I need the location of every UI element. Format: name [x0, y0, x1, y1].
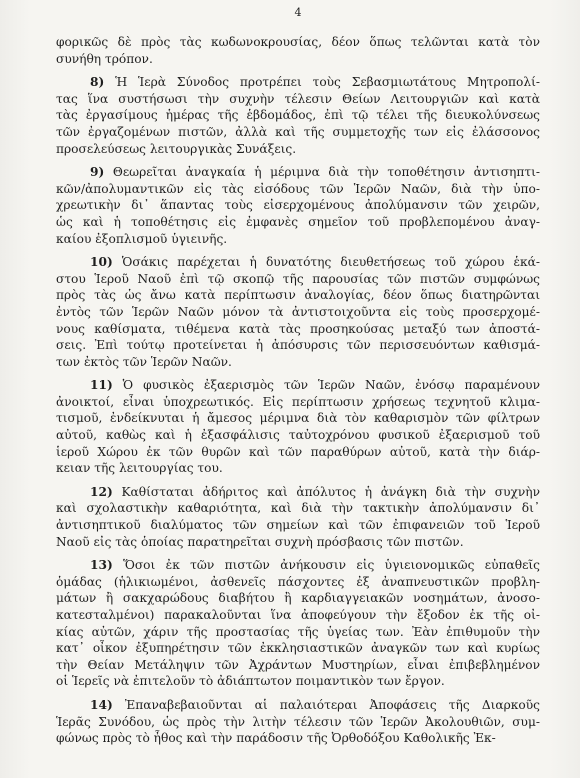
paragraph: [56, 254, 540, 370]
line-text: Ὅσοι ἐκ τῶν πιστῶν ἀνήκουσιν εἰς ὑγιειονομικῶς εὐπαθεῖς: [112, 558, 540, 573]
text-line: [56, 460, 540, 477]
line-text: Ὁ φυσικὸς ἐξαερισμὸς τῶν Ἱερῶν Ναῶν, ἐνόσῳ παραμένουν: [112, 378, 540, 393]
text-line: [56, 321, 540, 338]
document-body: [56, 34, 540, 747]
text-line: [56, 697, 540, 714]
text-line: [56, 730, 540, 747]
text-line: [56, 714, 540, 731]
text-line: [56, 354, 540, 371]
line-text: Ἡ Ἱερὰ Σύνοδος προτρέπει τοὺς Σεβασμιωτάτους Μητροπολί-: [104, 75, 540, 90]
line-text: καὶ σχολαστικὴν καθαριότητα, καὶ διὰ τὴν τακτικὴν ἀπολύμανσιν δι᾽: [56, 501, 540, 516]
paragraph: [56, 74, 540, 157]
text-line: [56, 410, 540, 427]
text-line: [56, 657, 540, 674]
text-line: [56, 107, 540, 124]
line-text: φορικῶς δὲ πρὸς τὰς κωδωνοκρουσίας, δέον ὅπως τελῶνται κατὰ τὸν: [56, 35, 540, 49]
text-line: [56, 624, 540, 641]
line-text: Θεωρεῖται ἀναγκαία ἡ μέριμνα διὰ τὴν τοποθέτησιν ἀντισηπτι-: [104, 165, 540, 180]
line-text: κῶν/ἀπολυμαντικῶν εἰς τὰς εἰσόδους τῶν Ἱερῶν Ναῶν, διὰ τὴν ὑπο-: [56, 181, 540, 196]
text-line: [56, 287, 540, 304]
text-line: [56, 337, 540, 354]
line-text: Ὁσάκις παρέχεται ἡ δυνατότης διευθετήσεως τοῦ χώρου ἑκά-: [112, 255, 540, 270]
text-line: [56, 231, 540, 248]
text-line: [56, 590, 540, 607]
line-text: χρεωτικὴν δι᾽ ἅπαντας τοὺς εἰσερχομένους ἀπολύμανσιν τῶν χειρῶν,: [56, 198, 540, 213]
line-text: Ναοῦ εἰς τὰς ὁποίας παρατηρεῖται συχνὴ πρόσβασις τῶν πιστῶν.: [56, 534, 464, 549]
line-text: ἀνοικτοί, εἶναι ὑποχρεωτικός. Εἰς περίπτωσιν χρήσεως τεχνητοῦ κλιμα-: [56, 394, 540, 409]
paragraph: [56, 34, 540, 67]
line-text: ἐντὸς τῶν Ἱερῶν Ναῶν μόνον τὰ ἀντιστοιχοῦντα εἰς τοὺς προσερχομέ-: [56, 304, 540, 319]
line-text: καίου ἐξοπλισμοῦ ὑγιεινῆς.: [56, 231, 228, 246]
line-text: σεις. Ἐπὶ τούτῳ προτείνεται ἡ ἀπόσυρσις τῶν περισσευόντων καθισμά-: [56, 338, 540, 353]
text-line: [56, 607, 540, 624]
paragraph-number: 8): [90, 75, 105, 90]
line-text: Ἐπαναβεβαιοῦνται αἱ παλαιότεραι Ἀποφάσεις τῆς Διαρκοῦς: [112, 697, 540, 712]
text-line: [56, 517, 540, 534]
text-line: [56, 164, 540, 181]
text-line: [56, 574, 540, 591]
paragraph-number: 12): [90, 484, 113, 499]
text-line: [56, 444, 540, 461]
line-text: κειαν τῆς λειτουργίας του.: [56, 461, 223, 476]
line-text: στου Ἱεροῦ Ναοῦ ἐπὶ τῷ σκοπῷ τῆς παρουσίας τῶν πιστῶν συμφώνως: [56, 271, 540, 286]
text-line: [56, 181, 540, 198]
line-text: Καθίσταται ἀδήριτος καὶ ἀπόλυτος ἡ ἀνάγκη διὰ τὴν συχνὴν: [112, 484, 540, 499]
line-text: Ἱερᾶς Συνόδου, ὡς πρὸς τὴν λιτὴν τέλεσιν τῶν Ἱερῶν Ἀκολουθιῶν, συμ-: [56, 714, 540, 729]
paragraph-number: 9): [90, 165, 105, 180]
line-text: ὡς καὶ ἡ τοποθέτησις εἰς ἐμφανὲς σημεῖον τοῦ προβλεπομένου ἀναγ-: [56, 214, 540, 229]
text-line: [56, 500, 540, 517]
line-text: των ἐκτὸς τῶν Ἱερῶν Ναῶν.: [56, 354, 232, 369]
line-text: ὁμάδας (ἡλικιωμένοι, ἀσθενεῖς πάσχοντες ἐξ ἀναπνευστικῶν προβλη-: [56, 574, 540, 589]
text-line: [56, 74, 540, 91]
line-text: ἱεροῦ Χώρου ἐκ τῶν θυρῶν καὶ τῶν παραθύρων αὐτοῦ, κατὰ τὴν διάρ-: [56, 444, 540, 459]
text-line: [56, 304, 540, 321]
line-text: μάτων ἢ σακχαρώδους διαβήτου ἢ καρδιαγγειακῶν νοσημάτων, ἀνοσο-: [56, 591, 540, 606]
line-text: τας ἵνα συστήσωσι τὴν συχνὴν τέλεσιν Θείων Λειτουργιῶν καὶ κατὰ: [56, 91, 540, 106]
paragraph: [56, 484, 540, 550]
line-text: τὰς ἐργασίμους ἡμέρας τῆς ἑβδομάδος, ἐπὶ τῷ τέλει τῆς διευκολύνσεως: [56, 108, 540, 123]
text-line: [56, 394, 540, 411]
line-text: ἀντισηπτικοῦ διαλύματος τῶν σημείων καὶ τῶν ἐπιφανειῶν τοῦ Ἱεροῦ: [56, 518, 540, 533]
paragraph-number: 13): [90, 558, 113, 573]
line-text: κίας αὐτῶν, χάριν τῆς προστασίας τῆς ὑγείας των. Ἐὰν ἐπιθυμοῦν τὴν: [56, 624, 540, 639]
text-line: [56, 124, 540, 141]
text-line: [56, 197, 540, 214]
line-text: κατεσταλμένοι) παρακαλοῦνται ἵνα ἀποφεύγουν τὴν ἔξοδον ἐκ τῆς οἰ-: [56, 608, 540, 622]
paragraph: [56, 557, 540, 690]
line-text: νους καθίσματα, τιθέμενα κατὰ τὰς προσηκούσας μεταξύ των ἀποστά-: [56, 321, 540, 336]
text-line: [56, 91, 540, 108]
line-text: τὴν Θείαν Μετάληψιν τῶν Ἀχράντων Μυστηρίων, εἶναι ἐπιβεβλημένον: [56, 657, 540, 672]
paragraph: [56, 164, 540, 247]
text-line: [56, 377, 540, 394]
text-line: [56, 51, 540, 68]
text-line: [56, 534, 540, 551]
paragraph-number: 14): [90, 697, 113, 712]
line-text: τῶν ἐργαζομένων πιστῶν, ἀλλὰ καὶ τῆς συμμετοχῆς των εἰς ἐλάσσονος: [56, 124, 540, 139]
text-line: [56, 557, 540, 574]
line-text: αὐτοῦ, καθὼς καὶ ἡ ἐξασφάλισις ταὐτοχρόνου φυσικοῦ ἐξαερισμοῦ τοῦ: [56, 428, 540, 443]
page-number: 4: [294, 6, 302, 19]
text-line: [56, 254, 540, 271]
line-text: προσελεύσεως λειτουργικὰς Συνάξεις.: [56, 141, 297, 156]
text-line: [56, 484, 540, 501]
paragraph-number: 10): [90, 255, 113, 270]
line-text: τισμοῦ, ἐνδείκνυται ἡ ἄμεσος μέριμνα διὰ τὸν καθαρισμὸν τῶν φίλτρων: [56, 411, 540, 426]
text-line: [56, 640, 540, 657]
line-text: κατ᾽ οἶκον ἐξυπηρέτησιν τῶν ἐκκλησιαστικῶν ἀναγκῶν των καὶ κυρίως: [56, 641, 540, 656]
line-text: πρὸς τὰς ὡς ἄνω κατὰ περίπτωσιν ἀναλογίας, δέον ὅπως διατηρῶνται: [56, 288, 540, 303]
paragraph: [56, 377, 540, 477]
text-line: [56, 34, 540, 51]
paragraph: [56, 697, 540, 747]
text-line: [56, 214, 540, 231]
text-line: [56, 141, 540, 158]
line-text: συνήθη τρόπον.: [56, 51, 153, 66]
line-text: φώνως πρὸς τὸ ἦθος καὶ τὴν παράδοσιν τῆς Ὀρθοδόξου Καθολικῆς Ἐκ-: [56, 731, 496, 746]
text-line: [56, 271, 540, 288]
text-line: [56, 427, 540, 444]
paragraph-number: 11): [90, 378, 113, 393]
text-line: [56, 673, 540, 690]
line-text: οἱ Ἱερεῖς νὰ ἐπιτελοῦν τὸ ἀδιάπτωτον ποιμαντικὸν των ἔργον.: [56, 674, 445, 689]
